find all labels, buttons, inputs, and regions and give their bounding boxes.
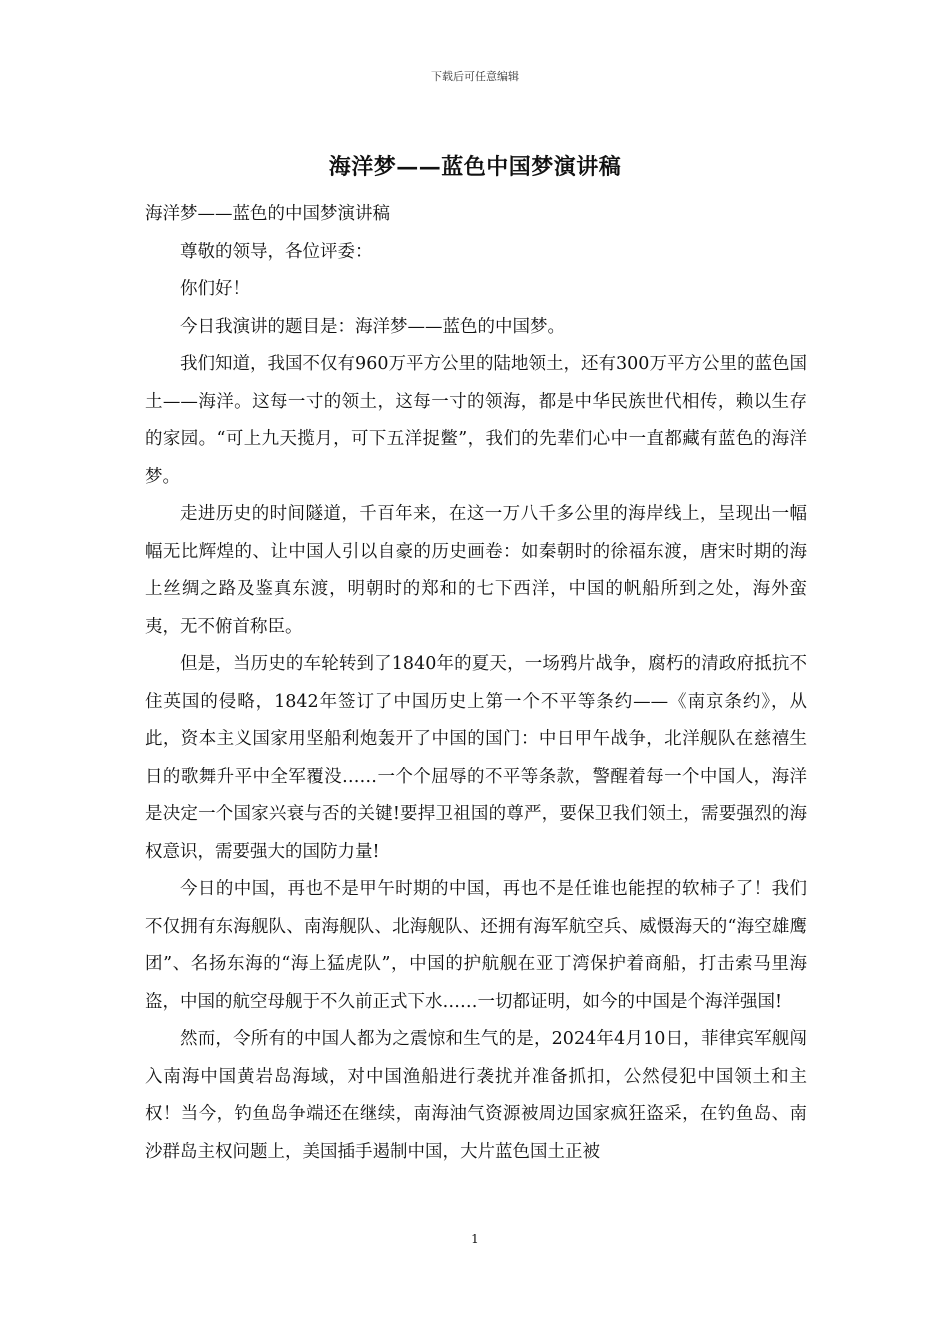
document-body (145, 196, 807, 1171)
body-paragraph: 然而，令所有的中国人都为之震惊和生气的是，2024年4月10日，菲律宾军舰闯入南海中国黄岩岛海域，对中国渔船进行袭扰并准备抓扣，公然侵犯中国领土和主权！当今，钓鱼岛争端还在继续，南海油气资源被周边国家疯狂盗采，在钓鱼岛、南沙群岛主权问题上，美国插手遏制中国，大片蓝色国土正被 (145, 1029, 807, 1162)
greeting: 你们好！ (180, 279, 250, 299)
header-note: 下载后可任意编辑 (431, 70, 519, 83)
body-paragraph: 我们知道，我国不仅有960万平方公里的陆地领土，还有300万平方公里的蓝色国土——海洋。这每一寸的领土，这每一寸的领海，都是中华民族世代相传，赖以生存的家园。“可上九天揽月，可下五洋捉鳖”，我们的先辈们心中一直都藏有蓝色的海洋梦。 (145, 354, 807, 487)
salutation: 尊敬的领导，各位评委： (180, 241, 373, 262)
subtitle-line: 海洋梦——蓝色的中国梦演讲稿 (145, 204, 390, 224)
body-paragraph: 走进历史的时间隧道，千百年来，在这一万八千多公里的海岸线上，呈现出一幅幅无比辉煌的、让中国人引以自豪的历史画卷：如秦朝时的徐福东渡，唐宋时期的海上丝绸之路及鉴真东渡，明朝时的郑和的七下西洋，中国的帆船所到之处，海外蛮夷，无不俯首称臣。 (145, 504, 807, 637)
body-paragraph: 但是，当历史的车轮转到了1840年的夏天，一场鸦片战争，腐朽的清政府抵抗不住英国的侵略，1842年签订了中国历史上第一个不平等条约——《南京条约》，从此，资本主义国家用坚船利炮轰开了中国的国门：中日甲午战争，北洋舰队在慈禧生日的歌舞升平中全军覆没……一个个屈辱的不平等条款，警醒着每一个中国人，海洋是决定一个国家兴衰与否的关键!要捍卫祖国的尊严，要保卫我们领土，需要强烈的海权意识，需要强大的国防力量! (145, 654, 807, 862)
document-title: 海洋梦——蓝色中国梦演讲稿 (328, 154, 622, 180)
page-number: 1 (471, 1232, 479, 1246)
body-paragraph: 今日的中国，再也不是甲午时期的中国，再也不是任谁也能捏的软柿子了！我们不仅拥有东海舰队、南海舰队、北海舰队、还拥有海军航空兵、威慑海天的“海空雄鹰团”、名扬东海的“海上猛虎队”，中国的护航舰在亚丁湾保护着商船，打击索马里海盗，中国的航空母舰于不久前正式下水……一切都证明，如今的中国是个海洋强国! (145, 879, 807, 1012)
body-paragraph: 今日我演讲的题目是：海洋梦——蓝色的中国梦。 (180, 316, 565, 337)
